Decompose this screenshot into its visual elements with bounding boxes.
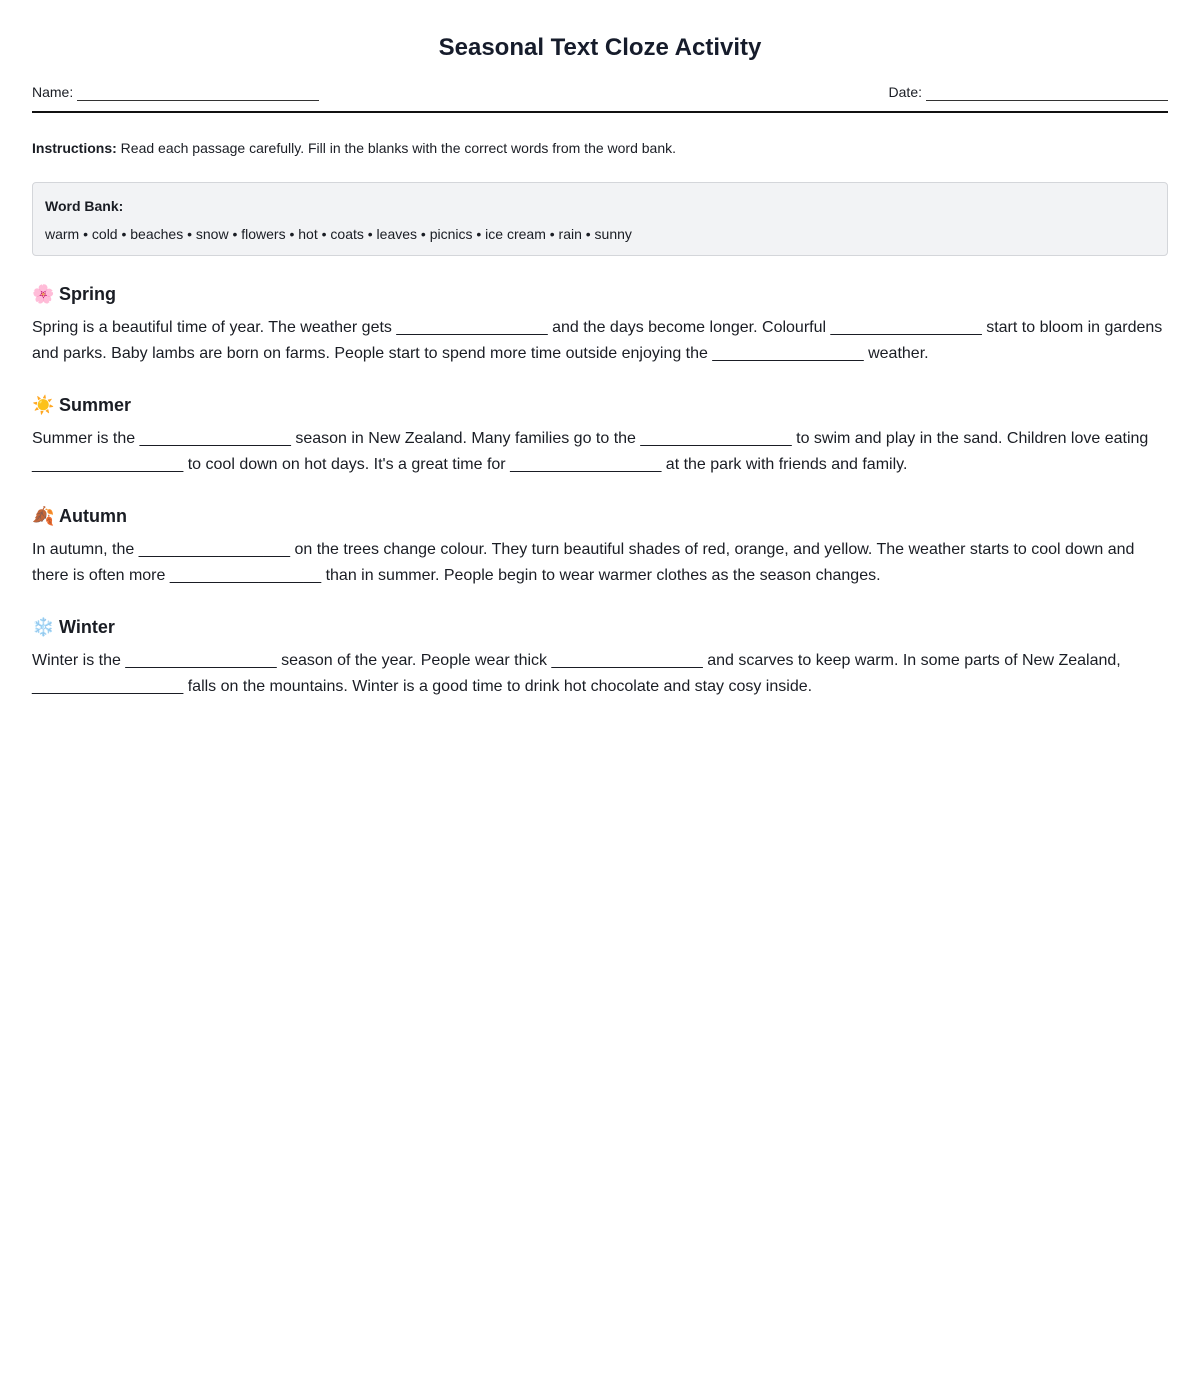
season-passages: [32, 282, 1168, 700]
passage-text: falls on the mountains. Winter is a good time to drink hot chocolate and stay cosy inside.: [183, 678, 813, 695]
season-heading: [32, 393, 1168, 417]
passage-text: and scarves to keep warm. In some parts of New Zealand,: [702, 652, 1121, 669]
passage: [32, 426, 1168, 478]
passage: [32, 537, 1168, 589]
snowflake-icon: ❄️: [32, 617, 55, 637]
sun-icon: ☀️: [32, 395, 55, 415]
season-title: Spring: [59, 284, 116, 304]
season-heading: [32, 282, 1168, 306]
passage: [32, 648, 1168, 700]
season-heading: [32, 504, 1168, 528]
season-title: Summer: [59, 395, 132, 415]
instructions: [32, 139, 1168, 157]
passage-text: Winter is the: [32, 652, 126, 669]
passage-text: weather.: [863, 345, 929, 362]
passage-text: to swim and play in the sand. Children love eating: [791, 430, 1149, 447]
season-autumn: [32, 504, 1168, 589]
passage-text: than in summer. People begin to wear warmer clothes as the season changes.: [321, 567, 881, 584]
answer-blank[interactable]: _________________: [169, 567, 322, 584]
word-bank-words: warm • cold • beaches • snow • flowers • hot • coats • leaves • picnics • ice cream • rain • sunny: [45, 226, 632, 242]
date-field: [889, 83, 1168, 101]
answer-blank[interactable]: _________________: [830, 319, 982, 336]
season-summer: [32, 393, 1168, 478]
answer-blank[interactable]: _________________: [139, 430, 291, 447]
cherry-blossom-icon: 🌸: [32, 284, 55, 304]
passage-text: start to bloom in gardens and parks. Baby lambs are born on farms. People start to spend more time outside enjoying the: [32, 319, 1163, 362]
answer-blank[interactable]: _________________: [125, 652, 277, 669]
season-spring: [32, 282, 1168, 367]
word-bank-title: Word Bank:: [45, 198, 124, 214]
word-bank: [32, 182, 1168, 256]
instructions-text: Read each passage carefully. Fill in the blanks with the correct words from the word bank.: [116, 140, 677, 156]
passage-text: In autumn, the: [32, 541, 139, 558]
passage-text: at the park with friends and family.: [661, 456, 908, 473]
answer-blank[interactable]: _________________: [396, 319, 548, 336]
season-winter: [32, 615, 1168, 700]
instructions-label: Instructions:: [32, 140, 117, 156]
passage: [32, 315, 1168, 367]
fallen-leaves-icon: 🍂: [32, 506, 55, 526]
date-line[interactable]: [926, 85, 1168, 101]
answer-blank[interactable]: _________________: [640, 430, 792, 447]
season-heading: [32, 615, 1168, 639]
answer-blank[interactable]: _________________: [510, 456, 662, 473]
answer-blank[interactable]: _________________: [712, 345, 864, 362]
name-label: Name:: [32, 84, 74, 100]
passage-text: Summer is the: [32, 430, 140, 447]
season-title: Winter: [59, 617, 115, 637]
name-line[interactable]: [77, 85, 319, 101]
passage-text: Spring is a beautiful time of year. The weather gets: [32, 319, 397, 336]
header-fields: [32, 83, 1168, 113]
page-title: Seasonal Text Cloze Activity: [438, 34, 762, 61]
answer-blank[interactable]: _________________: [32, 678, 184, 695]
season-title: Autumn: [59, 506, 127, 526]
name-field: [32, 83, 319, 101]
passage-text: and the days become longer. Colourful: [547, 319, 831, 336]
date-label: Date:: [888, 84, 922, 100]
answer-blank[interactable]: _________________: [32, 456, 184, 473]
answer-blank[interactable]: _________________: [138, 541, 291, 558]
answer-blank[interactable]: _________________: [551, 652, 703, 669]
passage-text: to cool down on hot days. It's a great time for: [183, 456, 511, 473]
passage-text: season of the year. People wear thick: [276, 652, 552, 669]
passage-text: on the trees change colour. They turn beautiful shades of red, orange, and yellow. The weather starts to cool down and there is often more: [32, 541, 1135, 584]
passage-text: season in New Zealand. Many families go to the: [290, 430, 641, 447]
